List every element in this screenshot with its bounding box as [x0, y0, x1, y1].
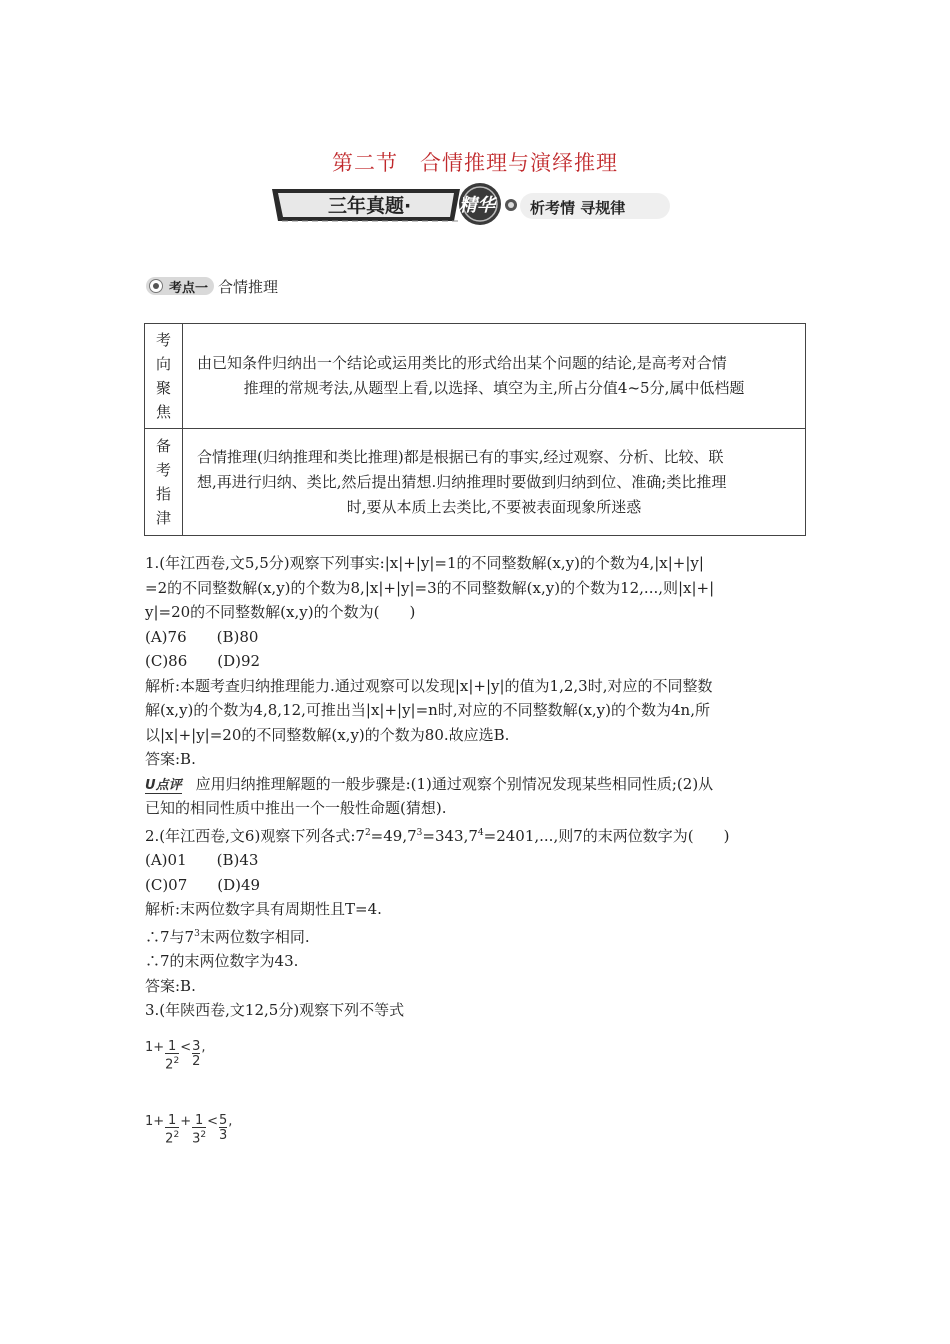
q1-answer: 答案:B.	[145, 750, 196, 768]
guidance-table	[144, 323, 806, 536]
fraction: $\frac{1}{3^2}$	[192, 1113, 207, 1147]
q1-stem: 1.(年江西卷,文5,5分)观察下列事实:|x|+|y|=1的不同整数解(x,y)的个数为4,|x|+|y|	[145, 554, 704, 572]
q1-options: (A)76 (B)80	[145, 627, 259, 646]
q3-stem: 3.(年陕西卷,文12,5分)观察下列不等式	[145, 1001, 405, 1019]
inequality-2: 1+ $\frac{1}{2^2}$ + $\frac{1}{3^2}$ < $\frac{5}{3}$ ,	[145, 1113, 233, 1147]
q2-answer: 答案:B.	[145, 976, 196, 995]
q2-stem: 2.(年江西卷,文6)观察下列各式$:7^2=49,7^3=343,7^4=2401$,...,则7的末两位数字为( )	[145, 826, 730, 845]
bullet-icon	[149, 279, 163, 293]
row-text: 由已知条件归纳出一个结论或运用类比的形式给出某个问题的结论,是高考对合情 推理的常规考法,从题型上看,以选择、填空为主,所占分值4~5分,属中低档题	[183, 324, 806, 429]
fraction: $\frac{1}{2^2}$	[165, 1039, 180, 1073]
table-row	[145, 324, 806, 429]
row-text: 合情推理(归纳推理和类比推理)都是根据已有的事实,经过观察、分析、比较、联 想,再进行归纳、类比,然后提出猜想.归纳推理时要做到归纳到位、准确;类比推理 时,要从本质上去类比,不要被表面现象所迷惑	[183, 429, 806, 536]
banner-main: 三年真题·	[328, 195, 412, 217]
section-banner	[268, 183, 688, 225]
q1-comment: 已知的相同性质中推出一个一般性命题(猜想).	[145, 799, 447, 817]
q1-comment: U点评 应用归纳推理解题的一般步骤是:(1)通过观察个别情况发现某些相同性质;(2)从	[145, 774, 714, 793]
q2-options: (C)07 (D)49	[145, 875, 261, 894]
q2-analysis: 解析:末两位数字具有周期性且T=4.	[145, 900, 382, 918]
page-title: 第二节 合情推理与演绎推理	[332, 151, 618, 175]
inequality-1: 1+ $\frac{1}{2^2}$ < $\frac{3}{2}$ ,	[145, 1039, 206, 1073]
q1-analysis: 解(x,y)的个数为4,8,12,可推出当|x|+|y|=n时,对应的不同整数解(x,y)的个数为4n,所	[145, 701, 710, 719]
q1-options: (C)86 (D)92	[145, 652, 261, 670]
q1-analysis: 以|x|+|y|=20的不同整数解(x,y)的个数为80.故应选B.	[145, 725, 510, 744]
comment-icon: U点评	[145, 777, 182, 793]
banner-tag: 析考情 寻规律	[530, 199, 626, 217]
row-label: 考 向 聚 焦	[145, 324, 183, 429]
banner-circle: 精华	[459, 195, 495, 216]
fraction: $\frac{1}{2^2}$	[165, 1113, 180, 1147]
fraction: $\frac{3}{2}$	[192, 1039, 201, 1069]
section-heading	[146, 276, 278, 296]
q1-stem: =2的不同整数解(x,y)的个数为8,|x|+|y|=3的不同整数解(x,y)的个数为12,...,则|x|+|	[145, 578, 715, 597]
table-row	[145, 429, 806, 536]
section-tag-label: 考点一	[169, 280, 209, 296]
section-tag	[146, 277, 214, 295]
q2-analysis: ∴7与$7^3$末两位数字相同.	[145, 927, 310, 946]
q2-analysis: ∴7的末两位数字为43.	[145, 952, 299, 970]
row-label: 备 考 指 津	[145, 429, 183, 536]
fraction: $\frac{5}{3}$	[219, 1113, 228, 1143]
q1-stem: y|=20的不同整数解(x,y)的个数为( )	[145, 603, 416, 621]
q2-options: (A)01 (B)43	[145, 851, 259, 869]
q1-analysis: 解析:本题考查归纳推理能力.通过观察可以发现|x|+|y|的值为1,2,3时,对应的不同整数	[145, 676, 713, 695]
question-list	[145, 551, 805, 1023]
section-name: 合情推理	[218, 277, 279, 296]
